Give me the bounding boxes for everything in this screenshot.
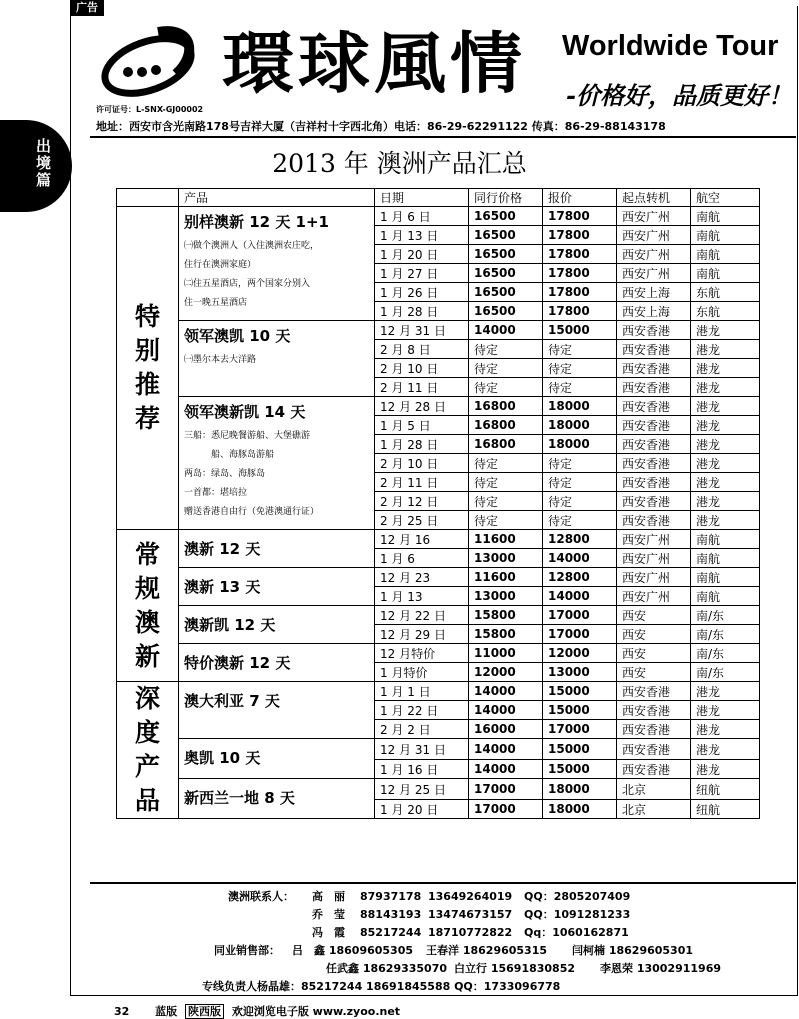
product-cell xyxy=(179,779,375,819)
cell-city: 西安广州 xyxy=(617,587,691,606)
cell-price: 待定 xyxy=(543,340,617,359)
cell-peer: 16500 xyxy=(469,245,543,264)
cell-air: 港龙 xyxy=(691,454,760,473)
cell-city: 西安香港 xyxy=(617,321,691,340)
cell-date: 1 月 28 日 xyxy=(375,302,469,321)
cell-peer: 11600 xyxy=(469,530,543,549)
cell-city: 北京 xyxy=(617,800,691,819)
category-char: 推 xyxy=(134,370,160,399)
cell-peer: 16800 xyxy=(469,435,543,454)
product-name: 澳新凯 12 天 xyxy=(184,616,276,634)
cell-price: 18000 xyxy=(543,416,617,435)
product-name: 澳新 12 天 xyxy=(184,540,261,558)
cell-city: 西安 xyxy=(617,625,691,644)
cell-peer: 16800 xyxy=(469,397,543,416)
cell-peer: 16500 xyxy=(469,283,543,302)
cell-date: 2 月 11 日 xyxy=(375,378,469,397)
cell-air: 纽航 xyxy=(691,779,760,800)
cell-city: 西安香港 xyxy=(617,739,691,760)
product-note: 赠送香港自由行（免港澳通行证） xyxy=(184,507,320,517)
cell-date: 1 月 16 日 xyxy=(375,760,469,779)
product-cell xyxy=(179,530,375,568)
cell-air: 港龙 xyxy=(691,760,760,779)
cell-city: 西安广州 xyxy=(617,207,691,226)
cell-price: 17000 xyxy=(543,606,617,625)
cell-date: 12 月特价 xyxy=(375,644,469,663)
cell-price: 17800 xyxy=(543,245,617,264)
cell-city: 西安 xyxy=(617,663,691,682)
cell-date: 12 月 25 日 xyxy=(375,779,469,800)
cell-air: 港龙 xyxy=(691,682,760,701)
product-note: ㈠做个澳洲人（入住澳洲农庄吃， xyxy=(184,241,320,251)
cell-air: 东航 xyxy=(691,283,760,302)
cell-peer: 待定 xyxy=(469,454,543,473)
cell-peer: 12000 xyxy=(469,663,543,682)
cell-price: 17800 xyxy=(543,283,617,302)
contact-text: 任武鑫 18629335070 xyxy=(326,962,448,975)
cell-peer: 16500 xyxy=(469,264,543,283)
product-name: 特价澳新 12 天 xyxy=(184,654,291,672)
cell-price: 15000 xyxy=(543,701,617,720)
contact-text: 澳洲联系人： xyxy=(228,890,294,903)
product-note: ㈠墨尔本去大洋路 xyxy=(184,355,257,365)
product-note: 船、海豚岛游船 xyxy=(184,450,275,460)
contact-text: 87937178 xyxy=(360,890,422,903)
cell-date: 12 月 31 日 xyxy=(375,739,469,760)
cell-city: 西安香港 xyxy=(617,720,691,739)
product-note: 住行在澳洲家庭） xyxy=(184,260,257,270)
slogan: -价格好，品质更好！ xyxy=(566,81,792,110)
cell-price: 13000 xyxy=(543,663,617,682)
cell-price: 待定 xyxy=(543,511,617,530)
cell-air: 港龙 xyxy=(691,416,760,435)
header-blank xyxy=(117,189,179,207)
cell-peer: 14000 xyxy=(469,739,543,760)
cell-city: 西安上海 xyxy=(617,283,691,302)
cell-air: 南/东 xyxy=(691,625,760,644)
header-date: 日期 xyxy=(375,189,469,207)
product-cell xyxy=(179,606,375,644)
cell-date: 1 月 20 日 xyxy=(375,800,469,819)
product-note: 住一晚五星酒店 xyxy=(184,298,248,308)
category-label xyxy=(117,682,179,819)
contact-text: 13649264019 xyxy=(428,890,513,903)
cell-date: 1 月 22 日 xyxy=(375,701,469,720)
contact-text: 13474673157 xyxy=(428,908,513,921)
product-cell xyxy=(179,568,375,606)
cell-peer: 14000 xyxy=(469,701,543,720)
cell-peer: 16500 xyxy=(469,207,543,226)
table-row xyxy=(117,397,760,416)
cell-price: 15000 xyxy=(543,682,617,701)
table-row xyxy=(117,739,760,760)
ad-tag: 广告 xyxy=(70,0,104,16)
cell-city: 西安香港 xyxy=(617,397,691,416)
cell-city: 西安广州 xyxy=(617,549,691,568)
cell-peer: 16000 xyxy=(469,720,543,739)
cell-date: 12 月 29 日 xyxy=(375,625,469,644)
cell-city: 西安香港 xyxy=(617,511,691,530)
cell-peer: 16800 xyxy=(469,416,543,435)
cell-date: 1 月 28 日 xyxy=(375,435,469,454)
cell-peer: 17000 xyxy=(469,779,543,800)
contact-text: Qq：1060162871 xyxy=(524,926,629,939)
edition: 蓝版 xyxy=(155,1005,178,1018)
cell-date: 2 月 25 日 xyxy=(375,511,469,530)
product-cell xyxy=(179,682,375,739)
product-name: 新西兰一地 8 天 xyxy=(184,789,295,807)
product-cell xyxy=(179,644,375,682)
cell-air: 港龙 xyxy=(691,492,760,511)
address: 地址：西安市含光南路178号吉祥大厦（吉祥村十字西北角）电话：86-29-62291122 传真：86-29-88143178 xyxy=(96,120,666,133)
cell-air: 南/东 xyxy=(691,644,760,663)
contact-text: 乔 莹 xyxy=(312,908,345,921)
cell-price: 12000 xyxy=(543,644,617,663)
cell-air: 港龙 xyxy=(691,435,760,454)
paper-badge: 陕西版 xyxy=(185,1004,224,1019)
page-title: 2013 年 澳洲产品汇总 xyxy=(272,149,527,178)
cell-city: 西安 xyxy=(617,606,691,625)
category-char: 产 xyxy=(134,752,160,781)
category-char: 荐 xyxy=(134,404,160,433)
cell-price: 待定 xyxy=(543,492,617,511)
cell-air: 港龙 xyxy=(691,720,760,739)
contact-text: 李恩荣 13002911969 xyxy=(600,962,722,975)
cell-date: 12 月 28 日 xyxy=(375,397,469,416)
cell-peer: 14000 xyxy=(469,760,543,779)
product-note: ㈡住五星酒店，两个国家分别入 xyxy=(184,279,311,289)
table-row xyxy=(117,682,760,701)
product-note: 一首都：堪培拉 xyxy=(184,488,248,498)
cell-air: 南航 xyxy=(691,587,760,606)
cell-air: 港龙 xyxy=(691,473,760,492)
cell-peer: 14000 xyxy=(469,321,543,340)
cell-price: 17800 xyxy=(543,302,617,321)
category-label xyxy=(117,530,179,682)
cell-air: 港龙 xyxy=(691,511,760,530)
cell-price: 15000 xyxy=(543,739,617,760)
cell-city: 西安广州 xyxy=(617,264,691,283)
cell-date: 2 月 10 日 xyxy=(375,359,469,378)
header-price: 报价 xyxy=(543,189,617,207)
contact-text: 85217244 xyxy=(360,926,422,939)
cell-air: 港龙 xyxy=(691,340,760,359)
cell-air: 南航 xyxy=(691,245,760,264)
product-name: 领军澳凯 10 天 xyxy=(184,327,291,345)
cell-price: 待定 xyxy=(543,473,617,492)
contact-text: 王春洋 18629605315 xyxy=(426,944,548,957)
cell-air: 南航 xyxy=(691,549,760,568)
cell-air: 南航 xyxy=(691,568,760,587)
category-char: 别 xyxy=(134,336,160,365)
cell-price: 12800 xyxy=(543,568,617,587)
cell-peer: 待定 xyxy=(469,359,543,378)
table-row xyxy=(117,207,760,226)
contact-text: QQ：1091281233 xyxy=(524,908,631,921)
cell-price: 待定 xyxy=(543,454,617,473)
product-cell xyxy=(179,739,375,779)
cell-air: 港龙 xyxy=(691,359,760,378)
header-product: 产品 xyxy=(179,189,375,207)
cell-date: 12 月 31 日 xyxy=(375,321,469,340)
cell-air: 港龙 xyxy=(691,321,760,340)
header-air: 航空 xyxy=(691,189,760,207)
page-number: 32 xyxy=(114,1005,130,1018)
contact-text: 专线负责人杨晶雄：85217244 18691845588 QQ：1733096778 xyxy=(202,980,561,993)
product-cell xyxy=(179,321,375,397)
product-name: 别样澳新 12 天 1+1 xyxy=(184,213,329,231)
cell-air: 南航 xyxy=(691,226,760,245)
cell-city: 西安香港 xyxy=(617,378,691,397)
cell-city: 西安香港 xyxy=(617,473,691,492)
cell-date: 1 月 6 日 xyxy=(375,207,469,226)
cell-city: 北京 xyxy=(617,779,691,800)
cell-peer: 待定 xyxy=(469,378,543,397)
cell-air: 东航 xyxy=(691,302,760,321)
cell-air: 南航 xyxy=(691,207,760,226)
cell-air: 港龙 xyxy=(691,739,760,760)
table-row xyxy=(117,530,760,549)
category-char: 新 xyxy=(134,641,160,671)
cell-city: 西安上海 xyxy=(617,302,691,321)
cell-price: 17000 xyxy=(543,625,617,644)
cell-peer: 待定 xyxy=(469,473,543,492)
cell-city: 西安广州 xyxy=(617,530,691,549)
cell-price: 14000 xyxy=(543,549,617,568)
contact-text: 冯 霞 xyxy=(312,926,345,939)
category-char: 深 xyxy=(134,684,160,713)
cell-date: 1 月 26 日 xyxy=(375,283,469,302)
cell-air: 南航 xyxy=(691,264,760,283)
cell-peer: 16500 xyxy=(469,302,543,321)
cell-city: 西安香港 xyxy=(617,435,691,454)
cell-air: 港龙 xyxy=(691,397,760,416)
brand-en: Worldwide Tour xyxy=(562,30,779,62)
header-city: 起点转机 xyxy=(617,189,691,207)
cell-peer: 15800 xyxy=(469,625,543,644)
contact-text: 吕 鑫 18609605305 xyxy=(292,944,414,957)
brand-cn: 環球風情 xyxy=(222,24,527,103)
table-row xyxy=(117,606,760,625)
cell-price: 待定 xyxy=(543,378,617,397)
cell-air: 纽航 xyxy=(691,800,760,819)
cell-peer: 11600 xyxy=(469,568,543,587)
cell-air: 南航 xyxy=(691,530,760,549)
product-cell xyxy=(179,207,375,321)
cell-price: 17800 xyxy=(543,226,617,245)
cell-city: 西安广州 xyxy=(617,245,691,264)
cell-date: 1 月 6 xyxy=(375,549,469,568)
category-char: 常 xyxy=(134,539,160,569)
table-row xyxy=(117,644,760,663)
cell-date: 12 月 16 xyxy=(375,530,469,549)
cell-air: 港龙 xyxy=(691,378,760,397)
cell-date: 1 月 1 日 xyxy=(375,682,469,701)
cell-peer: 15800 xyxy=(469,606,543,625)
product-name: 澳大利亚 7 天 xyxy=(184,692,280,710)
cell-price: 18000 xyxy=(543,800,617,819)
side-tab: 出境篇 xyxy=(0,120,72,212)
cell-date: 1 月 20 日 xyxy=(375,245,469,264)
category-char: 品 xyxy=(134,786,160,815)
cell-peer: 14000 xyxy=(469,682,543,701)
category-char: 度 xyxy=(134,718,160,747)
category-char: 特 xyxy=(134,302,160,331)
cell-date: 12 月 22 日 xyxy=(375,606,469,625)
cell-peer: 16500 xyxy=(469,226,543,245)
cell-air: 南/东 xyxy=(691,606,760,625)
cell-peer: 11000 xyxy=(469,644,543,663)
cell-city: 西安广州 xyxy=(617,568,691,587)
cell-air: 南/东 xyxy=(691,663,760,682)
cell-price: 17800 xyxy=(543,207,617,226)
product-name: 澳新 13 天 xyxy=(184,578,261,596)
product-note: 两岛：绿岛、海豚岛 xyxy=(184,469,266,479)
cell-city: 西安香港 xyxy=(617,492,691,511)
globe-logo-icon xyxy=(98,24,202,102)
cell-peer: 17000 xyxy=(469,800,543,819)
cell-date: 2 月 2 日 xyxy=(375,720,469,739)
cell-peer: 待定 xyxy=(469,340,543,359)
cell-peer: 13000 xyxy=(469,549,543,568)
cell-city: 西安 xyxy=(617,644,691,663)
cell-date: 2 月 10 日 xyxy=(375,454,469,473)
product-name: 奥凯 10 天 xyxy=(184,749,261,767)
category-char: 澳 xyxy=(134,607,160,637)
product-table xyxy=(116,188,760,819)
cell-date: 1 月 13 xyxy=(375,587,469,606)
cell-price: 15000 xyxy=(543,760,617,779)
table-row xyxy=(117,568,760,587)
product-note: 三船：悉尼晚餐游船、大堡礁游 xyxy=(184,431,311,441)
cell-price: 14000 xyxy=(543,587,617,606)
cell-price: 12800 xyxy=(543,530,617,549)
header-peer: 同行价格 xyxy=(469,189,543,207)
divider xyxy=(90,882,796,884)
contact-text: 闫柯楠 18629605301 xyxy=(572,944,694,957)
contact-text: 同业销售部： xyxy=(214,944,280,957)
cell-peer: 13000 xyxy=(469,587,543,606)
cell-air: 港龙 xyxy=(691,701,760,720)
category-label xyxy=(117,207,179,530)
contact-text: 白立行 15691830852 xyxy=(454,962,576,975)
contact-text: 高 丽 xyxy=(312,890,345,903)
cell-price: 18000 xyxy=(543,435,617,454)
cell-date: 1 月 13 日 xyxy=(375,226,469,245)
product-name: 领军澳新凯 14 天 xyxy=(184,403,306,421)
cell-date: 2 月 12 日 xyxy=(375,492,469,511)
cell-price: 17800 xyxy=(543,264,617,283)
contact-text: QQ：2805207409 xyxy=(524,890,631,903)
cell-city: 西安香港 xyxy=(617,454,691,473)
cell-date: 2 月 8 日 xyxy=(375,340,469,359)
cell-city: 西安香港 xyxy=(617,701,691,720)
cell-date: 1 月 27 日 xyxy=(375,264,469,283)
cell-city: 西安香港 xyxy=(617,416,691,435)
header-row xyxy=(117,189,760,207)
table-row xyxy=(117,321,760,340)
cell-peer: 待定 xyxy=(469,511,543,530)
cell-date: 2 月 11 日 xyxy=(375,473,469,492)
table-row xyxy=(117,779,760,800)
cell-date: 12 月 23 xyxy=(375,568,469,587)
cell-city: 西安香港 xyxy=(617,760,691,779)
cell-price: 待定 xyxy=(543,359,617,378)
cell-price: 18000 xyxy=(543,779,617,800)
divider xyxy=(90,136,796,138)
cell-price: 15000 xyxy=(543,321,617,340)
license: 许可证号：L-SNX-GJ00002 xyxy=(96,105,204,114)
contact-text: 18710772822 xyxy=(428,926,513,939)
category-char: 规 xyxy=(134,573,160,603)
cell-price: 18000 xyxy=(543,397,617,416)
cell-city: 西安香港 xyxy=(617,359,691,378)
cell-city: 西安香港 xyxy=(617,682,691,701)
cell-city: 西安广州 xyxy=(617,226,691,245)
product-cell xyxy=(179,397,375,530)
cell-price: 17000 xyxy=(543,720,617,739)
cell-city: 西安香港 xyxy=(617,340,691,359)
website-link[interactable]: 欢迎浏览电子版 www.zyoo.net xyxy=(231,1005,401,1018)
cell-date: 1 月 5 日 xyxy=(375,416,469,435)
cell-peer: 待定 xyxy=(469,492,543,511)
contact-text: 88143193 xyxy=(360,908,422,921)
cell-date: 1 月特价 xyxy=(375,663,469,682)
